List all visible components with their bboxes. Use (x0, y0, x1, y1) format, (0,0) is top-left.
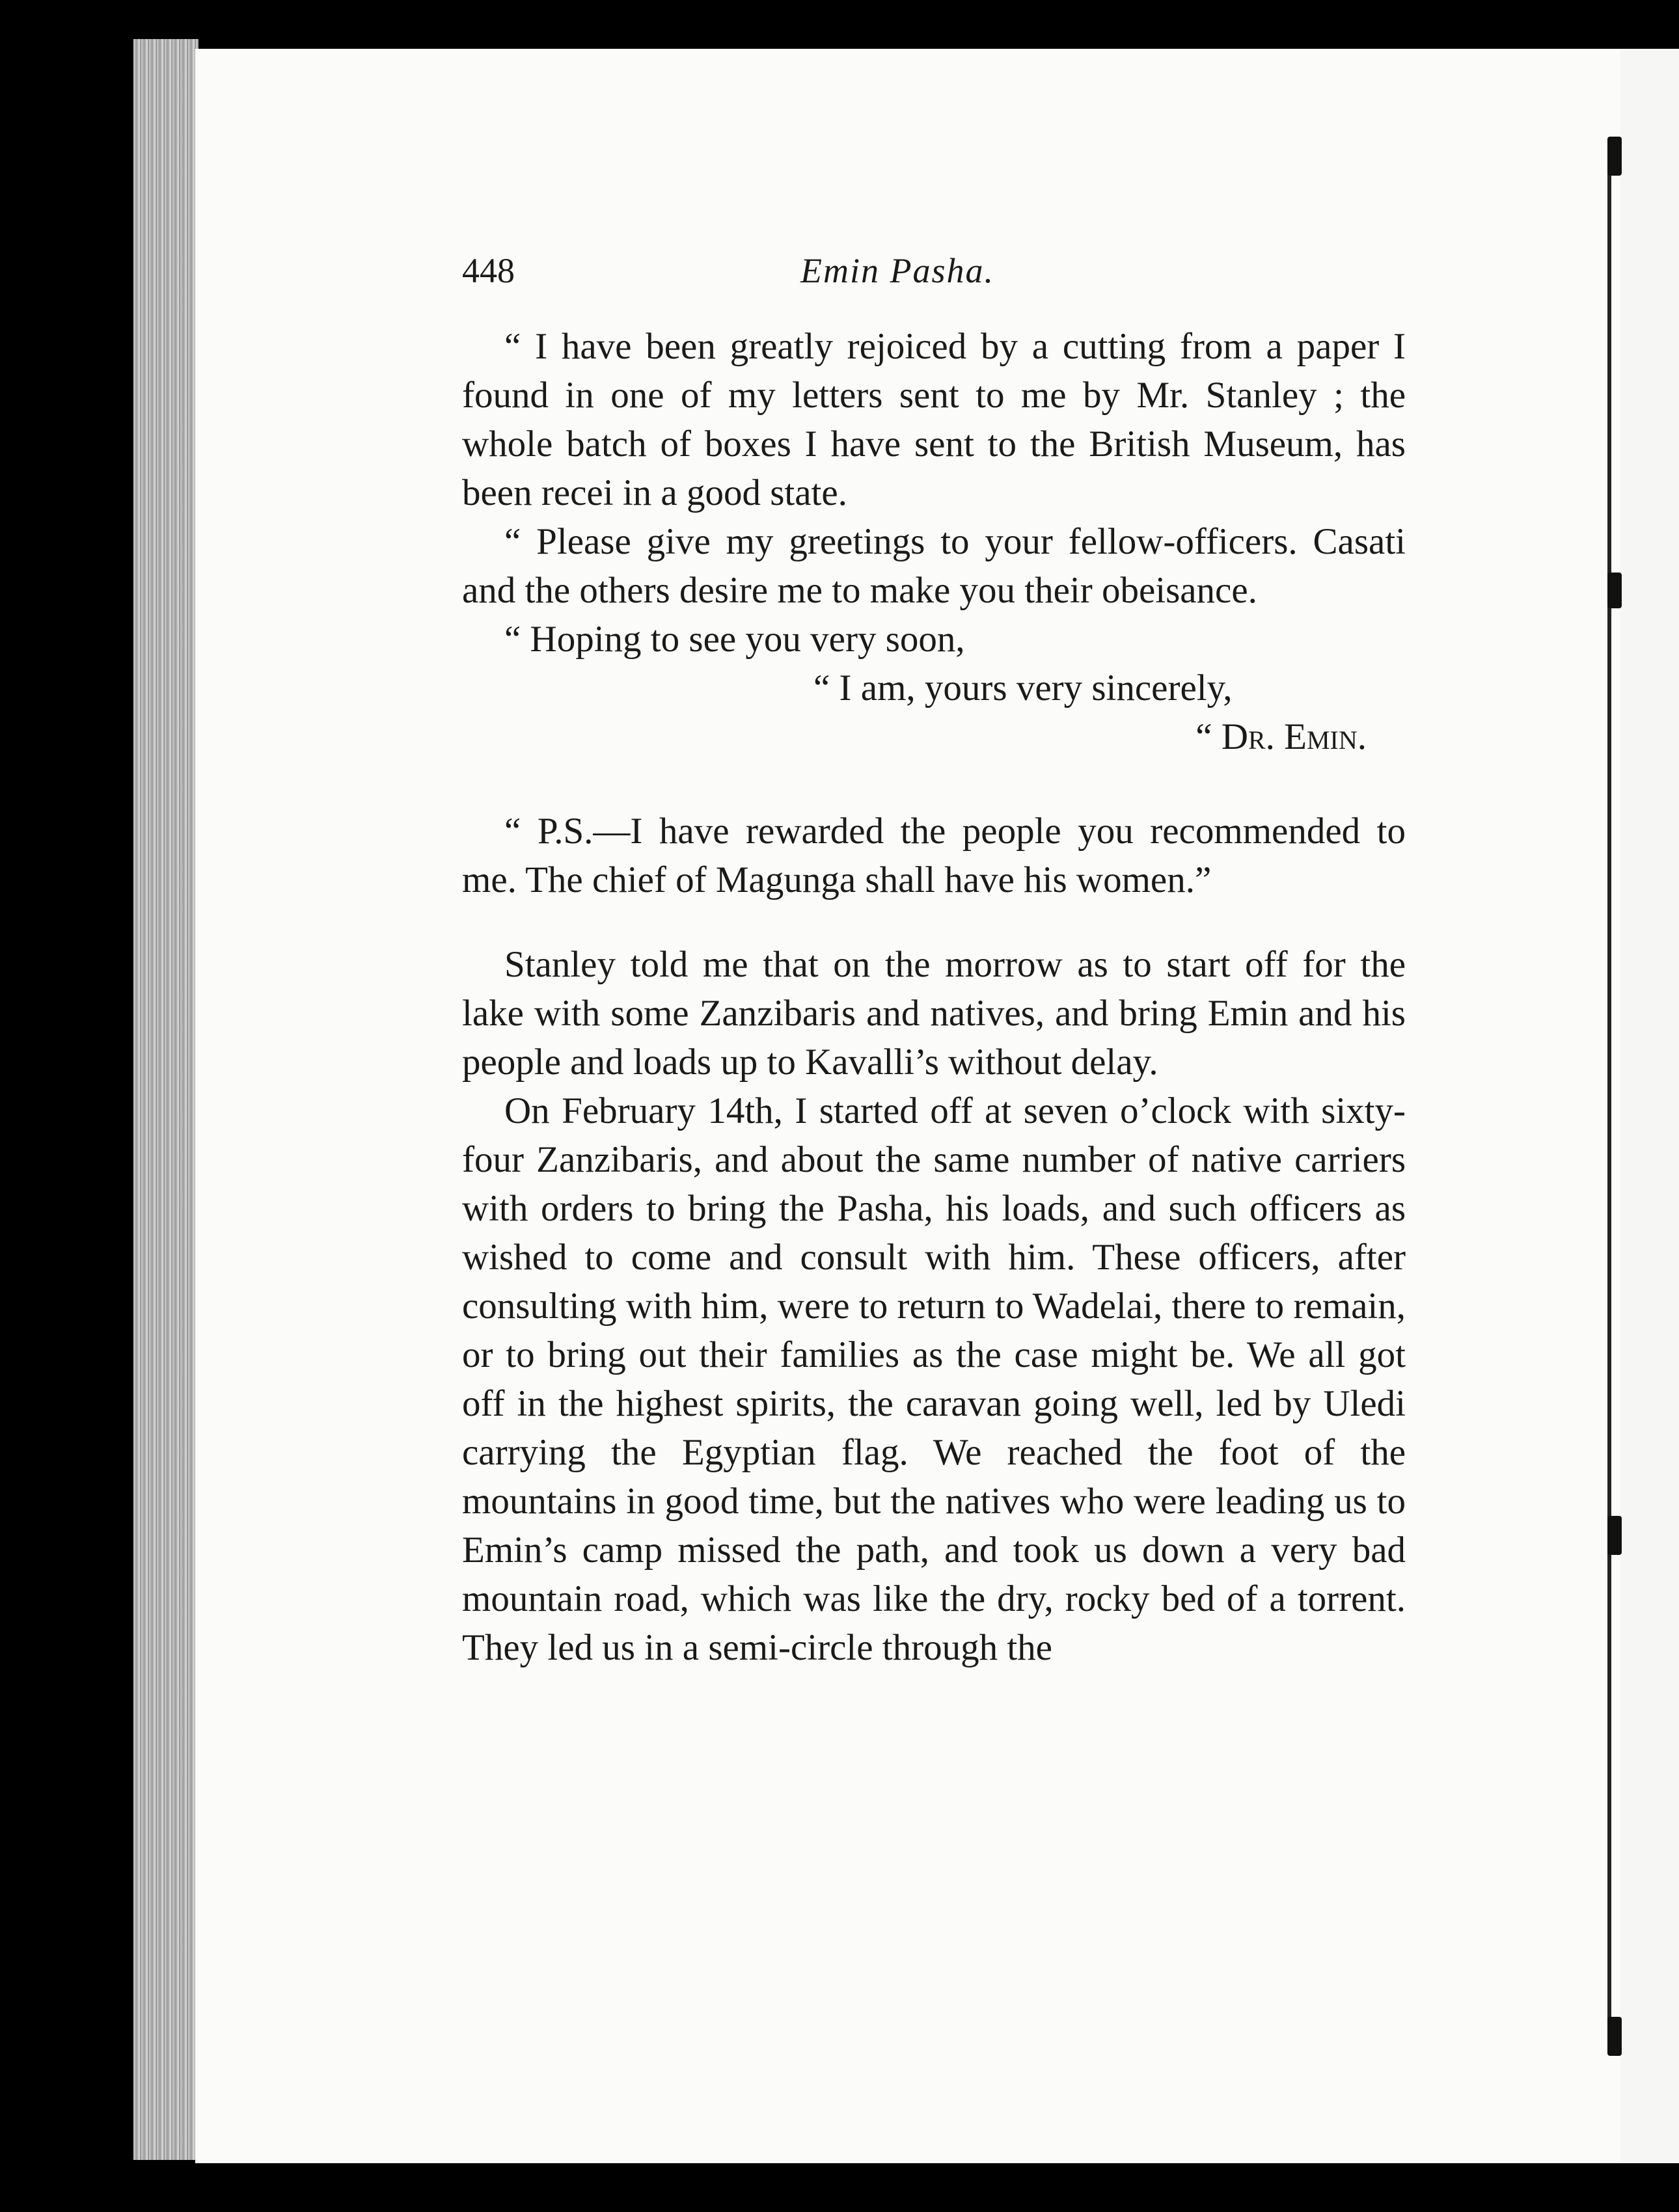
letter-paragraph: “ I have been greatly rejoiced by a cutting from a paper I found in one of my letters sent to me by Mr. Stanley ; the whole batch of boxes I have sent to the British Museum, has been recei in a good state. (462, 326, 1406, 513)
letter-signature: “ Dr. Emin. (1195, 716, 1367, 757)
page-edges (133, 39, 198, 2160)
binding-mark (1607, 573, 1622, 608)
body-paragraph: Stanley told me that on the morrow as to start off for the lake with some Zanzibaris and natives, and bring Emin and his people and loads up to Kavalli’s without delay. (462, 944, 1406, 1083)
letter-paragraph: “ Please give my greetings to your fellow-officers. Casati and the others desire me to make you their obeisance. (462, 521, 1406, 611)
page-header (462, 250, 1406, 322)
running-title: Emin Pasha. (800, 251, 994, 290)
page-number: 448 (462, 251, 515, 290)
letter-paragraph: “ Hoping to see you very soon, (504, 619, 965, 660)
binding-mark (1607, 2017, 1622, 2056)
binding-mark (1607, 1516, 1622, 1555)
binding-mark (1607, 137, 1622, 176)
body-paragraph: On February 14th, I started off at seven o’clock with sixty-four Zanzibaris, and about the same number of native carriers with orders to bring the Pasha, his loads, and such officers as wished to come and consult with him. These officers, after consulting with him, were to return to Wadelai, there to remain, or to bring out their families as the case might be. We all got off in the highest spirits, the caravan going well, led by Uledi carrying the Egyptian flag. We reached the foot of the mountains in good time, but the natives who were leading us to Emin’s camp missed the path, and took us down a very bad mountain road, which was like the dry, rocky bed of a torrent. They led us in a semi-circle through the (462, 1090, 1406, 1668)
postscript-paragraph: “ P.S.—I have rewarded the people you recommended to me. The chief of Magunga shall have his women.” (462, 811, 1406, 900)
binding-thread (1607, 150, 1611, 2036)
facing-page-edge (1620, 49, 1679, 2163)
page-text (462, 250, 1406, 1672)
letter-closing: “ I am, yours very sincerely, (813, 668, 1233, 708)
